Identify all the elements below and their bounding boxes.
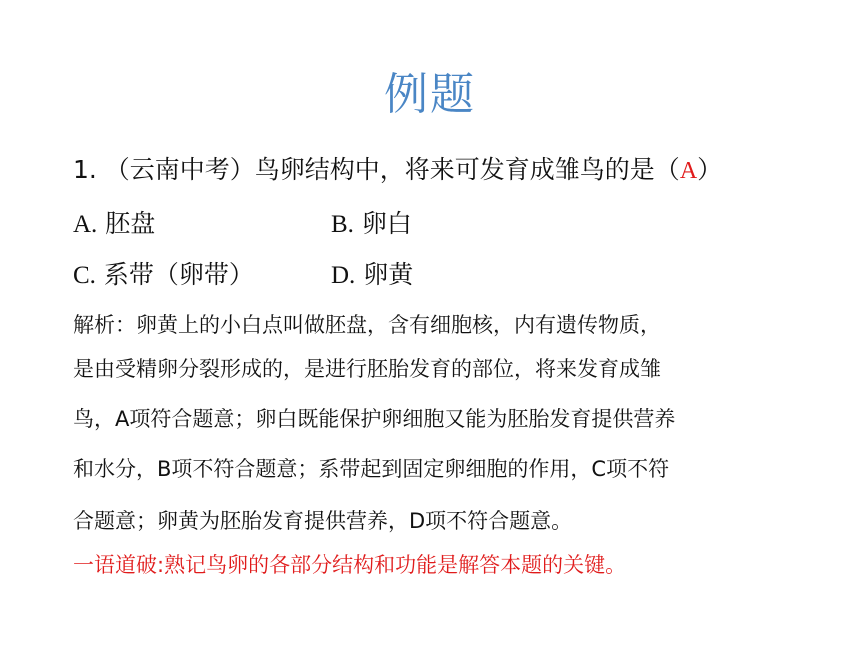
key-tip: 一语道破:熟记鸟卵的各部分结构和功能是解答本题的关键。: [73, 553, 627, 577]
option-c-text: 系带（卵带）: [95, 260, 254, 289]
option-d-text: 卵黄: [355, 260, 414, 289]
question-prefix: 1. （云南中考）鸟卵结构中，将来可发育成雏鸟的是（: [73, 155, 680, 184]
option-a-text: 胚盘: [97, 209, 156, 238]
answer-label: A: [679, 158, 698, 184]
question-text: [73, 150, 722, 186]
question-suffix: ）: [697, 155, 723, 184]
options-row-2: [73, 255, 414, 291]
option-d-letter: D.: [331, 262, 356, 289]
option-b-letter: B.: [331, 211, 354, 238]
option-d: [331, 255, 413, 291]
analysis-line-3: 鸟，A项符合题意；卵白既能保护卵细胞又能为胚胎发育提供营养: [73, 407, 676, 431]
page-title: 例题: [384, 69, 476, 120]
option-b-text: 卵白: [353, 209, 412, 238]
options-row-1: [73, 204, 412, 240]
analysis-line-2: 是由受精卵分裂形成的，是进行胚胎发育的部位，将来发育成雏: [73, 357, 661, 381]
option-c: [73, 260, 254, 289]
option-a: [73, 209, 155, 238]
option-c-letter: C.: [73, 262, 96, 289]
option-b: [331, 204, 412, 240]
analysis-line-5: 合题意；卵黄为胚胎发育提供营养，D项不符合题意。: [73, 509, 573, 533]
analysis-line-1: 解析：卵黄上的小白点叫做胚盘，含有细胞核，内有遗传物质，: [73, 313, 661, 337]
option-a-letter: A.: [73, 211, 98, 238]
analysis-line-4: 和水分，B项不符合题意；系带起到固定卵细胞的作用，C项不符: [73, 457, 670, 481]
